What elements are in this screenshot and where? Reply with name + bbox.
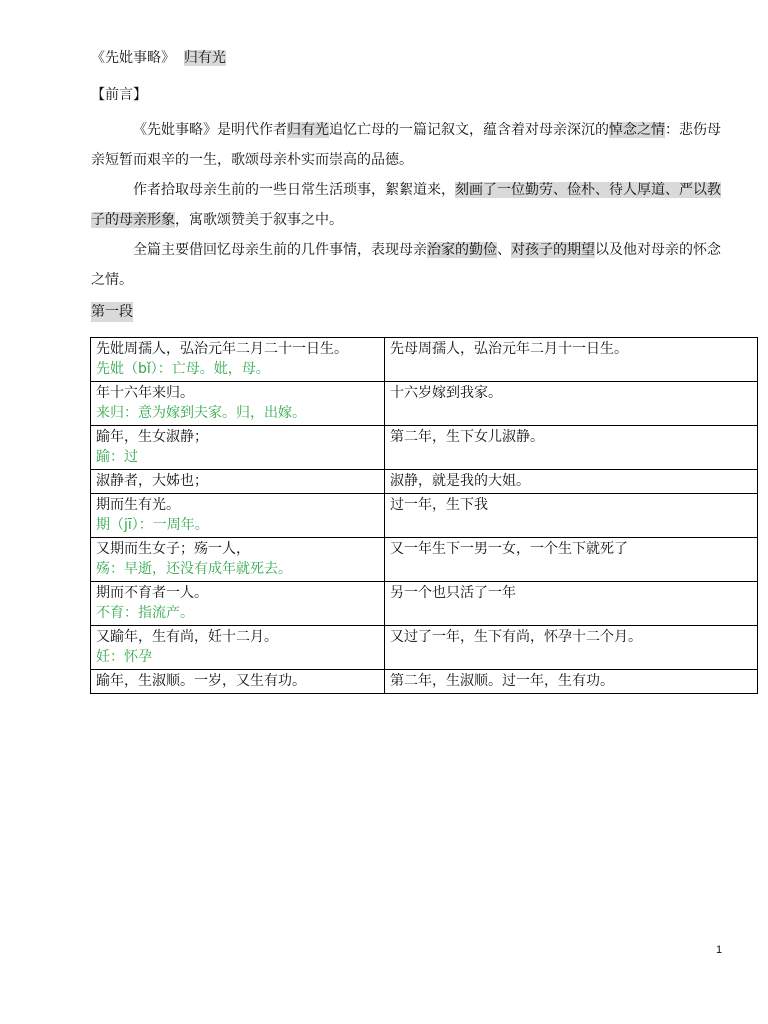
table-row xyxy=(91,538,758,582)
title-line xyxy=(91,48,226,68)
table-row xyxy=(91,582,758,626)
translation-cell: 过一年，生下我 xyxy=(385,494,758,538)
p2-highlight-portrait: 刻画了一位勤劳、俭朴、待人厚道、严以教子的母亲形象 xyxy=(91,182,721,228)
original-cell xyxy=(91,470,385,494)
translation-cell: 第二年，生淑顺。过一年，生有功。 xyxy=(385,670,758,694)
table-row xyxy=(91,470,758,494)
original-text: 期而不育者一人。 xyxy=(96,585,208,601)
annotation-note: 殇：早逝，还没有成年就死去。 xyxy=(96,561,292,577)
p3-highlight-thrift: 治家的勤俭 xyxy=(427,242,497,258)
work-title: 《先妣事略》 xyxy=(91,50,175,66)
p3-text-c: 以及他对母亲的怀念之情。 xyxy=(91,242,721,288)
original-text: 期而生有光。 xyxy=(96,497,180,513)
preface-heading: 【前言】 xyxy=(91,87,147,103)
original-cell xyxy=(91,426,385,470)
table-row xyxy=(91,382,758,426)
translation-cell: 淑静，就是我的大姐。 xyxy=(385,470,758,494)
translation-cell: 先母周孺人，弘治元年二月十一日生。 xyxy=(385,338,758,382)
translation-cell: 十六岁嫁到我家。 xyxy=(385,382,758,426)
translation-cell: 另一个也只活了一年 xyxy=(385,582,758,626)
original-text: 年十六年来归。 xyxy=(96,385,194,401)
original-cell xyxy=(91,338,385,382)
p1-highlight-emotion: 悼念之情 xyxy=(609,122,665,138)
table-row xyxy=(91,626,758,670)
translation-table xyxy=(90,337,758,694)
annotation-note: 先妣（bǐ）：亡母。妣，母。 xyxy=(96,361,270,377)
original-cell xyxy=(91,670,385,694)
section-heading: 第一段 xyxy=(91,304,133,320)
p3-text-a: 全篇主要借回忆母亲生前的几件事情，表现母亲 xyxy=(133,242,427,258)
original-cell xyxy=(91,382,385,426)
annotation-note: 妊：怀孕 xyxy=(96,649,152,665)
table-row xyxy=(91,426,758,470)
translation-cell: 第二年，生下女儿淑静。 xyxy=(385,426,758,470)
original-cell xyxy=(91,538,385,582)
p2-text-b: ，寓歌颂赞美于叙事之中。 xyxy=(175,212,343,228)
original-cell xyxy=(91,494,385,538)
p2-text-a: 作者拾取母亲生前的一些日常生活琐事，絮絮道来， xyxy=(133,182,455,198)
p1-text-b: 追忆亡母的一篇记叙文，蕴含着对母亲深沉的 xyxy=(329,122,609,138)
table-row xyxy=(91,494,758,538)
table-row xyxy=(91,670,758,694)
original-cell xyxy=(91,582,385,626)
original-text: 又期而生女子；殇一人， xyxy=(96,541,250,557)
annotation-note: 来归：意为嫁到夫家。归，出嫁。 xyxy=(96,405,306,421)
annotation-note: 踰：过 xyxy=(96,449,138,465)
intro-paragraph-3 xyxy=(91,235,723,295)
p1-highlight-author: 归有光 xyxy=(287,122,329,138)
author-name: 归有光 xyxy=(183,50,226,66)
original-text: 淑静者，大姊也； xyxy=(96,473,208,489)
intro-paragraph-2 xyxy=(91,175,723,235)
p1-text-a: 《先妣事略》是明代作者 xyxy=(133,122,287,138)
table-row xyxy=(91,338,758,382)
annotation-note: 期（jī）：一周年。 xyxy=(96,517,209,533)
page-number: 1 xyxy=(716,944,723,956)
translation-cell: 又一年生下一男一女，一个生下就死了 xyxy=(385,538,758,582)
p3-text-b: 、 xyxy=(497,242,511,258)
original-text: 踰年，生淑顺。一岁，又生有功。 xyxy=(96,673,306,689)
p1-text-c: ：悲伤母亲短暂而艰辛的一生，歌颂母亲朴实而崇高的品德。 xyxy=(91,122,721,168)
annotation-note: 不育：指流产。 xyxy=(96,605,194,621)
p3-highlight-hope: 对孩子的期望 xyxy=(511,242,595,258)
original-text: 踰年，生女淑静； xyxy=(96,429,208,445)
original-text: 又踰年，生有尚，妊十二月。 xyxy=(96,629,278,645)
original-cell xyxy=(91,626,385,670)
translation-cell: 又过了一年，生下有尚，怀孕十二个月。 xyxy=(385,626,758,670)
intro-paragraph-1 xyxy=(91,115,723,175)
original-text: 先妣周孺人，弘治元年二月二十一日生。 xyxy=(96,341,348,357)
